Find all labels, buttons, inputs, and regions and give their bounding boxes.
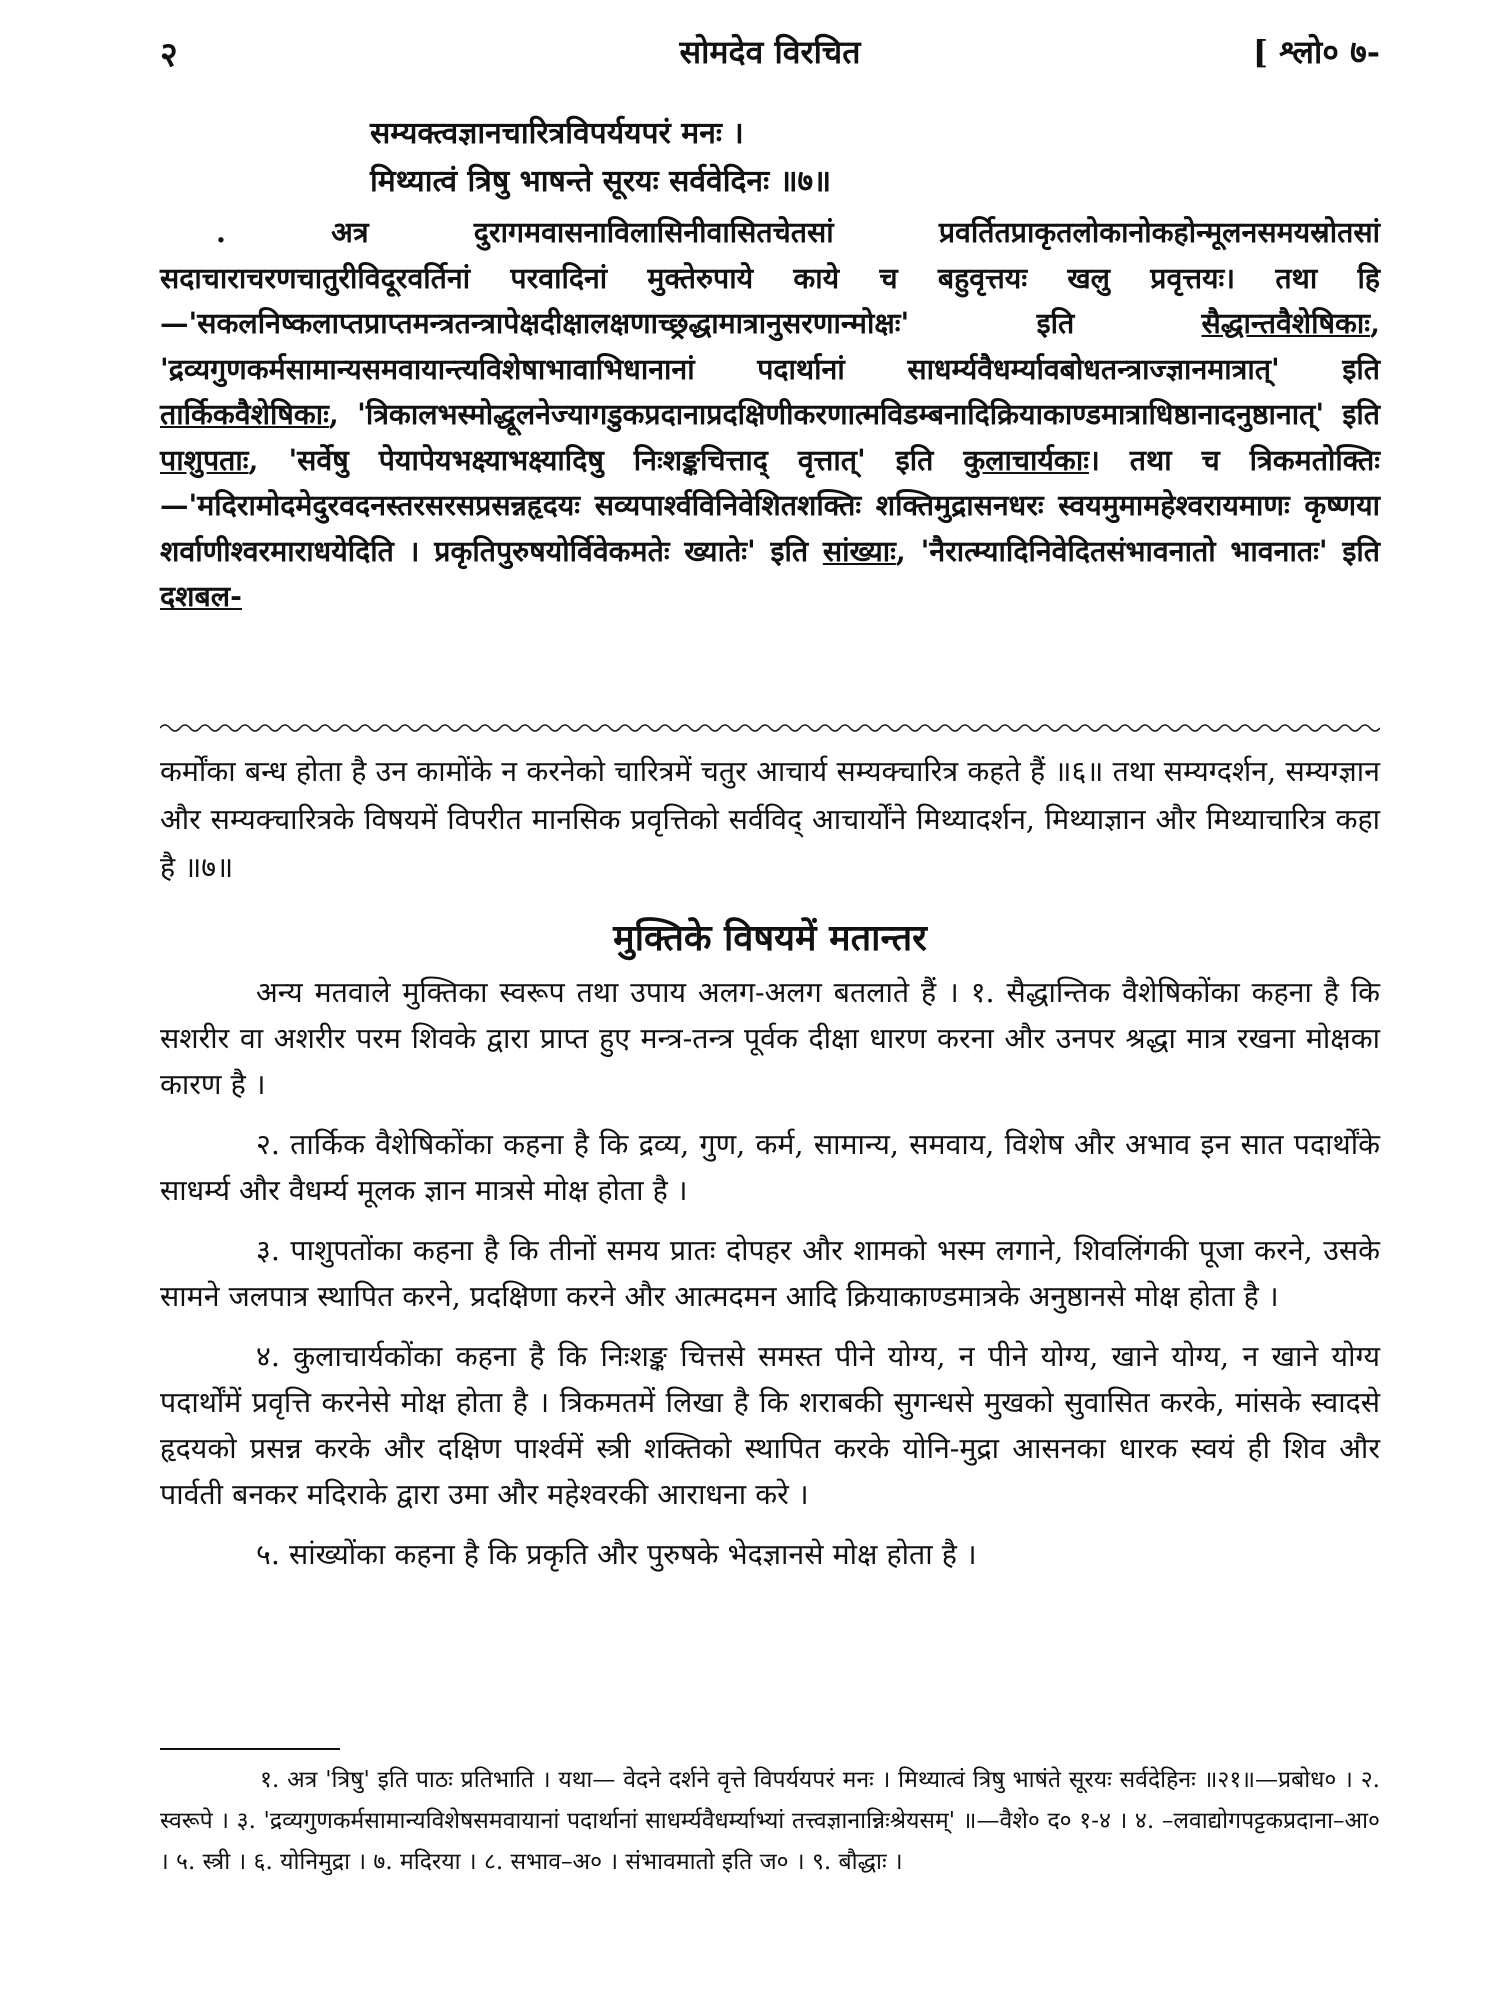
body-paragraph-5: ५. सांख्योंका कहना है कि प्रकृति और पुरुषके भेदज्ञानसे मोक्ष होता है ।	[256, 1538, 977, 1571]
page-header	[160, 30, 1380, 80]
school-name-saiddhanta: सैद्धान्तवैशेषिकाः	[1201, 306, 1371, 340]
body-paragraph-4: ४. कुलाचार्यकोंका कहना है कि निःशङ्क चित्तसे समस्त पीने योग्य, न पीने योग्य, खाने योग्य, न खाने योग्य पदार्थोंमें प्रवृत्ति करनेसे मोक्ष होता है । त्रिकमतमें लिखा है कि शराबकी सुगन्धसे मुखको सुवासित करके, मांसके स्वादसे हृदयको प्रसन्न करके और दक्षिण पार्श्वमें स्त्री शक्तिको स्थापित करके योनि-मुद्रा आसनका धारक स्वयं ही शिव और पार्वती बनकर मदिराके द्वारा उमा और महेश्वरकी आराधना करे ।	[160, 1340, 1380, 1511]
commentary-segment: , 'त्रिकालभस्मोद्धूलनेज्यागडुकप्रदानाप्रदक्षिणीकरणात्मविडम्बनादिक्रियाकाण्डमात्राधिष्ठानादनुष्ठानात्' इति	[328, 397, 1380, 431]
school-name-kulacharya: कुलाचार्यकाः	[963, 442, 1089, 477]
school-name-sankhya: सांख्याः	[822, 533, 896, 568]
body-paragraph-1: अन्य मतवाले मुक्तिका स्वरूप तथा उपाय अलग-अलग बतलाते हैं । १. सैद्धान्तिक वैशेषिकोंका कहना है कि सशरीर वा अशरीर परम शिवके द्वारा प्राप्त हुए मन्त्र-तन्त्र पूर्वक दीक्षा धारण करना और उनपर श्रद्धा मात्र रखना मोक्षका कारण है ।	[160, 976, 1380, 1101]
verse-line-1: सम्यक्त्वज्ञानचारित्रविपर्ययपरं मनः ।	[370, 116, 744, 151]
hindi-translation	[160, 748, 1380, 892]
commentary-segment: , 'नैरात्म्यादिनिवेदितसंभावनातो भावनातः' इति	[895, 533, 1380, 568]
footnotes	[160, 1760, 1380, 1883]
translation-paragraph: कर्मोंका बन्ध होता है उन कामोंके न करनेको चारित्रमें चतुर आचार्य सम्यक्चारित्र कहते हैं ॥६॥ तथा सम्यग्दर्शन, सम्यग्ज्ञान और सम्यक्चारित्रके विषयमें विपरीत मानसिक प्रवृत्तिको सर्वविद् आचार्योंने मिथ्यादर्शन, मिथ्याज्ञान और मिथ्याचारित्र कहा है ॥७॥	[160, 755, 1380, 884]
school-name-pashupata: पाशुपताः	[160, 442, 249, 477]
page-number: २	[160, 35, 178, 75]
footnote-rule	[160, 1748, 340, 1750]
section-body	[160, 970, 1380, 1592]
wavy-divider	[160, 720, 1380, 736]
school-name-tarkika: तार्किकवैशेषिकाः	[160, 397, 329, 431]
commentary-segment: . अत्र दुरागमवासनाविलासिनीवासितचेतसां प्रवर्तितप्राकृतलोकानोकहोन्मूलनसमयस्रोतसां सदाचाराचरणचातुरीविदूरवर्तिनां परवादिनां मुक्तेरुपाये काये च बहुवृत्तयः खलु प्रवृत्तयः। तथा हि—'सकलनिष्कलाप्तप्राप्तमन्त्रतन्त्रापेक्षदीक्षालक्षणाच्छ्रद्धामात्रानुसरणान्मोक्षः' इति	[160, 215, 1380, 340]
sanskrit-commentary	[160, 210, 1380, 620]
body-paragraph-3: ३. पाशुपतोंका कहना है कि तीनों समय प्रातः दोपहर और शामको भस्म लगाने, शिवलिंगकी पूजा करने, उसके सामने जलपात्र स्थापित करने, प्रदक्षिणा करने और आत्मदमन आदि क्रियाकाण्डमात्रके अनुष्ठानसे मोक्ष होता है ।	[160, 1234, 1380, 1313]
body-paragraph-2: २. तार्किक वैशेषिकोंका कहना है कि द्रव्य, गुण, कर्म, सामान्य, समवाय, विशेष और अभाव इन सात पदार्थोंके साधर्म्य और वैधर्म्य मूलक ज्ञान मात्रसे मोक्ष होता है ।	[160, 1128, 1380, 1207]
commentary-segment: , 'सर्वेषु पेयापेयभक्ष्याभक्ष्यादिषु निःशङ्कचित्ताद् वृत्तात्' इति	[248, 442, 964, 477]
verse-line-2: मिथ्यात्वं त्रिषु भाषन्ते सूरयः सर्ववेदिनः ॥७॥	[370, 164, 832, 199]
commentary-segment: , 'द्रव्यगुणकर्मसामान्यसमवायान्त्यविशेषाभावाभिधानानां पदार्थानां साधर्म्यवैधर्म्यावबोधतन्त्राज्ज्ञानमात्रात्' इति	[160, 306, 1380, 386]
section-heading: मुक्तिके विषयमें मतान्तर	[613, 917, 927, 959]
running-title: सोमदेव विरचित	[679, 33, 861, 71]
shloka-reference: [ श्लो० ७-	[1252, 33, 1380, 71]
commentary-paragraph	[160, 210, 1380, 620]
commentary-segment: । तथा च त्रिकमतोक्तिः—'मदिरामोदमेदुरवदनस्तरसरसप्रसन्नहृदयः सव्यपार्श्वविनिवेशितशक्तिः शक्तिमुद्रासनधरः स्वयमुमामहेश्वरायमाणः कृष्णया शर्वाणीश्वरमाराधयेदिति । प्रकृतिपुरुषयोर्विवेकमतेः ख्यातेः' इति	[160, 442, 1380, 568]
footnotes-text: १. अत्र 'त्रिषु' इति पाठः प्रतिभाति । यथा— वेदने दर्शने वृत्ते विपर्ययपरं मनः । मिथ्यात्वं त्रिषु भाषंते सूरयः सर्वदेहिनः ॥२१॥—प्रबोध० । २. स्वरूपे । ३. 'द्रव्यगुणकर्मसामान्यविशेषसमवायानां पदार्थानां साधर्म्यवैधर्म्याभ्यां तत्त्वज्ञानान्निःश्रेयसम्' ॥—वैशे० द० १-४ । ४. –लवाद्योगपट्टकप्रदाना–आ० । ५. स्त्री । ६. योनिमुद्रा । ७. मदिरया । ८. सभाव–अ० । संभावमातो इति ज० । ९. बौद्धाः ।	[160, 1767, 1380, 1875]
sanskrit-verse	[370, 110, 1270, 206]
school-name-dashabala: दशबल-	[160, 579, 242, 613]
